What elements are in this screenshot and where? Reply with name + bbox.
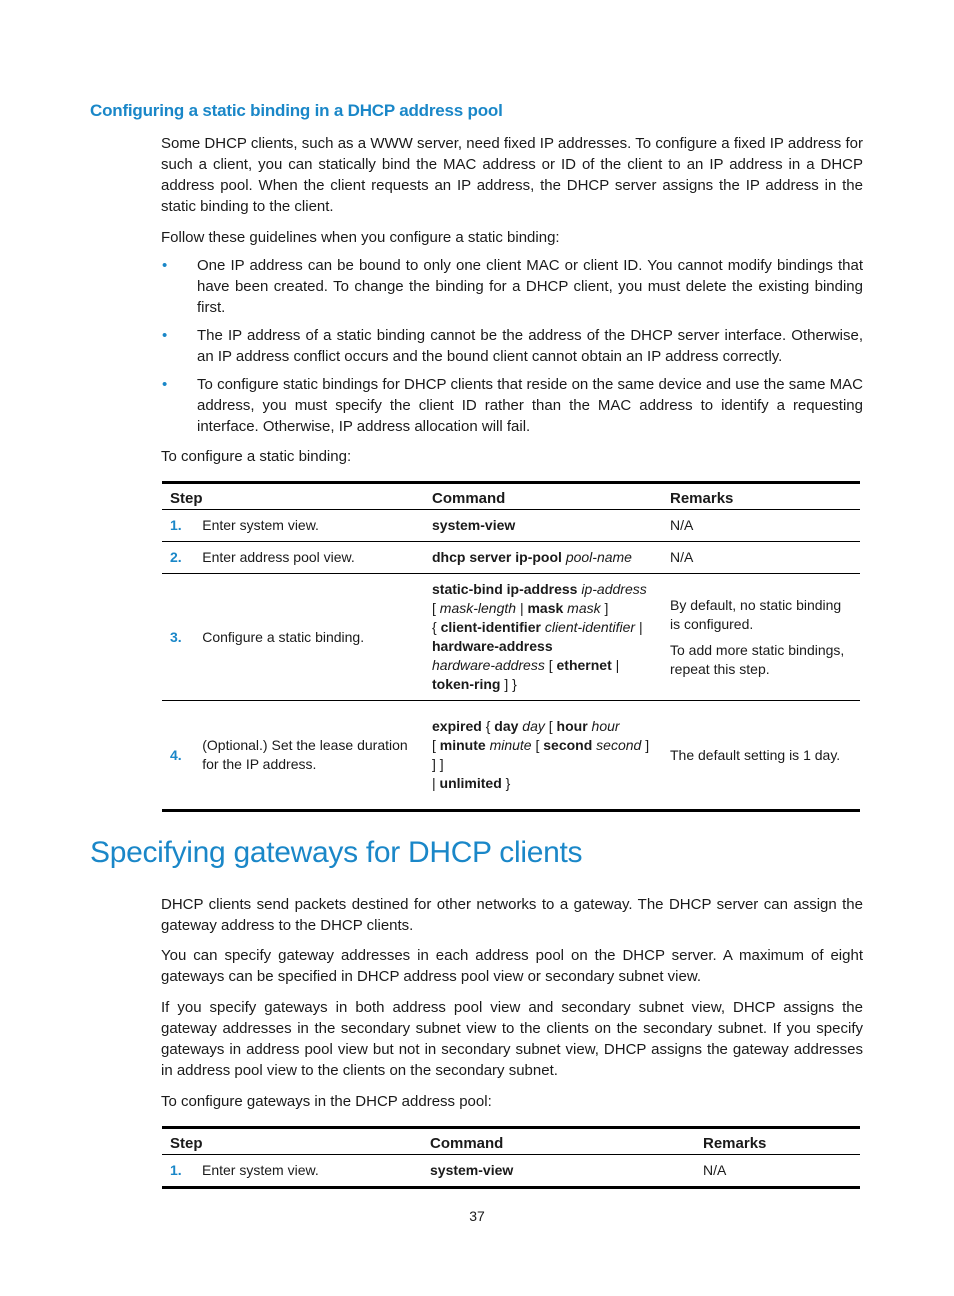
guidelines-list bbox=[161, 255, 863, 444]
page-title: Specifying gateways for DHCP clients bbox=[90, 836, 583, 869]
column-header-command: Command bbox=[422, 1128, 695, 1155]
list-item: • The IP address of a static binding cannot be the address of the DHCP server interface. Otherwise, an IP address conflict occurs and the bound client cannot obtain an IP address correctly. bbox=[162, 327, 863, 365]
step-description: (Optional.) Set the lease duration for the IP address. bbox=[194, 701, 424, 811]
step-command: expired { day day [ hour hour [ minute minute [ second second ] ] ] | unlimited } bbox=[424, 701, 662, 811]
step-command: system-view bbox=[422, 1155, 695, 1188]
step-description: Enter address pool view. bbox=[194, 542, 424, 574]
table-row bbox=[162, 1155, 860, 1188]
step-command: system-view bbox=[424, 510, 662, 542]
step-command: dhcp server ip-pool pool-name bbox=[424, 542, 662, 574]
intro-paragraph: Some DHCP clients, such as a WWW server, need fixed IP addresses. To configure a fixed IP address for such a client, you can statically bind the MAC address or ID of the client to an IP address in a DHCP address pool. When the client requests an IP address, the DHCP server assigns the IP address in the static binding to the client. bbox=[161, 135, 863, 215]
guidelines-intro: Follow these guidelines when you configure a static binding: bbox=[161, 229, 560, 246]
gateway-table-intro: To configure gateways in the DHCP address pool: bbox=[161, 1093, 492, 1110]
step-description: Enter system view. bbox=[194, 510, 424, 542]
gateway-paragraph-2: You can specify gateway addresses in each address pool on the DHCP server. A maximum of eight gateways can be specified in DHCP address pool view or secondary subnet view. bbox=[161, 947, 863, 985]
step-remarks: The default setting is 1 day. bbox=[662, 701, 860, 811]
gateway-table bbox=[162, 1126, 860, 1189]
table-intro: To configure a static binding: bbox=[161, 448, 352, 465]
page-number: 37 bbox=[469, 1208, 485, 1224]
section-heading: Configuring a static binding in a DHCP address pool bbox=[90, 101, 503, 120]
list-item: • To configure static bindings for DHCP clients that reside on the same device and use the same MAC address, you must specify the client ID rather than the MAC address to identify a requesting interface. Otherwise, IP address allocation will fail. bbox=[162, 376, 863, 435]
step-number: 2. bbox=[162, 542, 194, 574]
column-header-command: Command bbox=[424, 483, 662, 510]
bullet-icon: • bbox=[162, 327, 168, 344]
column-header-step: Step bbox=[162, 483, 424, 510]
table-row bbox=[162, 510, 860, 542]
step-number: 3. bbox=[162, 574, 194, 701]
column-header-step: Step bbox=[162, 1128, 422, 1155]
gateway-paragraph-3: If you specify gateways in both address pool view and secondary subnet view, DHCP assigns the gateway addresses in the secondary subnet view to the clients on the secondary subnet. If you specify gateways in address pool view but not in secondary subnet view, DHCP assigns the gateway addresses in address pool view to the clients on the secondary subnet. bbox=[161, 999, 863, 1079]
column-header-remarks: Remarks bbox=[695, 1128, 860, 1155]
step-remarks: N/A bbox=[662, 542, 860, 574]
bullet-icon: • bbox=[162, 376, 168, 393]
bullet-icon: • bbox=[162, 257, 168, 274]
step-command: static-bind ip-address ip-address [ mask-length | mask mask ] { client-identifier client-identifier | hardware-address hardware-address [ ethernet | token-ring ] } bbox=[424, 574, 662, 701]
gateway-paragraph-1: DHCP clients send packets destined for other networks to a gateway. The DHCP server can assign the gateway address to the DHCP clients. bbox=[161, 896, 863, 934]
list-item: • One IP address can be bound to only one client MAC or client ID. You cannot modify bindings that have been created. To change the binding for a DHCP client, you must delete the existing binding first. bbox=[162, 257, 863, 316]
step-number: 1. bbox=[162, 1155, 194, 1188]
table-row bbox=[162, 542, 860, 574]
table-row bbox=[162, 701, 860, 811]
step-description: Enter system view. bbox=[194, 1155, 422, 1188]
step-remarks: By default, no static binding is configured. To add more static bindings, repeat this step. bbox=[662, 574, 860, 701]
static-binding-table bbox=[162, 481, 860, 812]
step-description: Configure a static binding. bbox=[194, 574, 424, 701]
table-row bbox=[162, 574, 860, 701]
step-remarks: N/A bbox=[695, 1155, 860, 1188]
column-header-remarks: Remarks bbox=[662, 483, 860, 510]
step-remarks: N/A bbox=[662, 510, 860, 542]
step-number: 4. bbox=[162, 701, 194, 811]
step-number: 1. bbox=[162, 510, 194, 542]
